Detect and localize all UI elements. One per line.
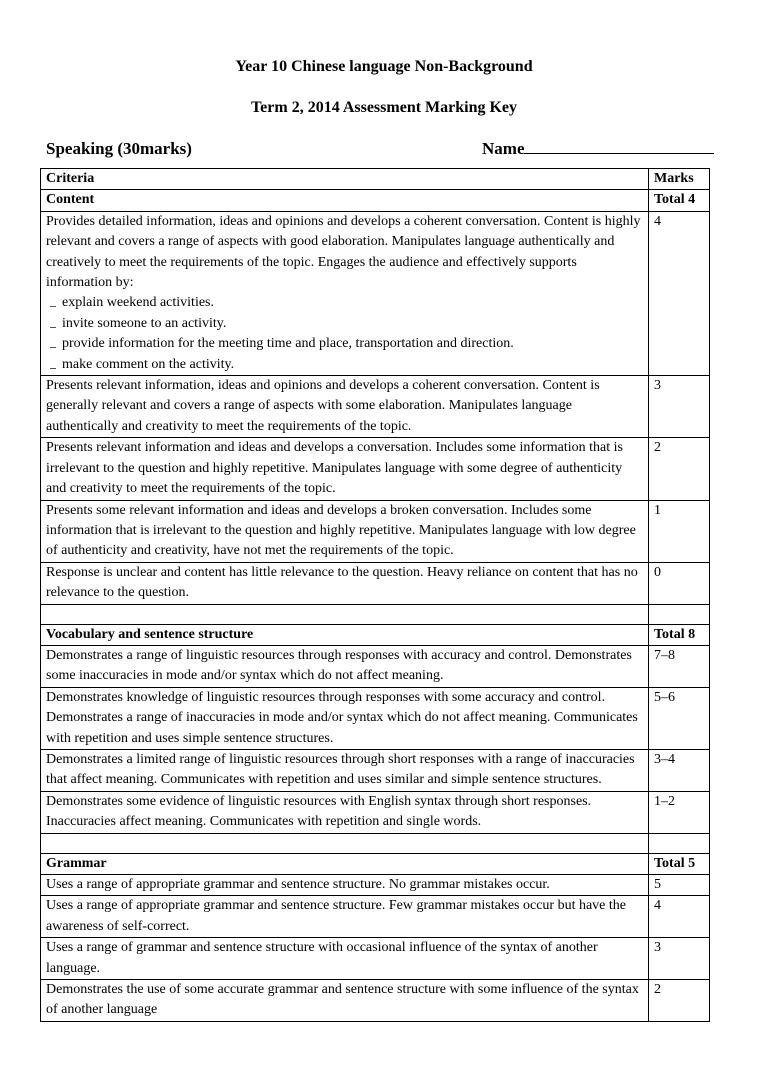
table-row	[41, 687, 710, 749]
table-row	[41, 896, 710, 938]
content-section-label: Content	[41, 190, 649, 211]
mark-cell: 0	[649, 562, 710, 604]
mark-cell: 5–6	[649, 687, 710, 749]
table-row	[41, 645, 710, 687]
mark-cell: 3–4	[649, 749, 710, 791]
table-row	[41, 875, 710, 896]
list-item: invite someone to an activity.	[46, 314, 643, 334]
criteria-text: Provides detailed information, ideas and opinions and develops a coherent conversation. Content is highly relevant and covers a range of aspects with good elaboration. Manipulates language authentically and creatively to meet the requirements of the topic. Engages the audience and effectively supports information by:	[46, 213, 641, 291]
criteria-cell: Demonstrates the use of some accurate grammar and sentence structure with some influence of the syntax of another language	[41, 980, 649, 1022]
list-item: provide information for the meeting time and place, transportation and direction.	[46, 334, 643, 354]
table-row	[41, 211, 710, 375]
name-label: Name	[482, 139, 525, 158]
document-title: Year 10 Chinese language Non-Background	[235, 58, 533, 75]
criteria-cell: Presents relevant information and ideas and develops a conversation. Includes some information that is irrelevant to the question and highly repetitive. Manipulates language with some degree of authenticity and creativity to meet the requirements of the topic.	[41, 438, 649, 500]
criteria-cell: Uses a range of appropriate grammar and sentence structure. Few grammar mistakes occur but have the awareness of self-correct.	[41, 896, 649, 938]
mark-cell: 4	[649, 211, 710, 375]
criteria-cell: Demonstrates some evidence of linguistic resources with English syntax through short responses. Inaccuracies affect meaning. Communicates with repetition and single words.	[41, 791, 649, 833]
table-row	[41, 791, 710, 833]
mark-cell: 3	[649, 376, 710, 438]
mark-cell: 2	[649, 980, 710, 1022]
grammar-section-total: Total 5	[649, 853, 710, 874]
criteria-cell: Uses a range of appropriate grammar and sentence structure. No grammar mistakes occur.	[41, 875, 649, 896]
section-header-row	[41, 624, 710, 645]
vocabulary-section-label: Vocabulary and sentence structure	[41, 624, 649, 645]
criteria-cell: Presents relevant information, ideas and opinions and develops a coherent conversation. Content is generally relevant and covers a range of aspects with some elaboration. Manipulates language authentically and creativity to meet the requirements of the topic.	[41, 376, 649, 438]
criteria-cell: Response is unclear and content has little relevance to the question. Heavy reliance on content that has no relevance to the question.	[41, 562, 649, 604]
table-row	[41, 749, 710, 791]
table-row	[41, 376, 710, 438]
grammar-section-label: Grammar	[41, 853, 649, 874]
criteria-header: Criteria	[41, 169, 649, 190]
marks-header: Marks	[649, 169, 710, 190]
criteria-cell: Demonstrates a limited range of linguistic resources through short responses with a range of inaccuracies that affect meaning. Communicates with repetition and uses similar and simple sentence structures.	[41, 749, 649, 791]
list-item: make comment on the activity.	[46, 355, 643, 375]
criteria-cell: Uses a range of grammar and sentence structure with occasional influence of the syntax of another language.	[41, 938, 649, 980]
mark-cell: 4	[649, 896, 710, 938]
vocabulary-section-total: Total 8	[649, 624, 710, 645]
table-row	[41, 438, 710, 500]
list-item: explain weekend activities.	[46, 293, 643, 313]
mark-cell: 7–8	[649, 645, 710, 687]
document-subtitle: Term 2, 2014 Assessment Marking Key	[250, 99, 518, 116]
content-section-total: Total 4	[649, 190, 710, 211]
table-row	[41, 980, 710, 1022]
table-header-row	[41, 169, 710, 190]
mark-cell: 5	[649, 875, 710, 896]
section-header-row	[41, 190, 710, 211]
criteria-cell: Demonstrates knowledge of linguistic resources through responses with some accuracy and control. Demonstrates a range of inaccuracies in mode and/or syntax which do not affect meaning. Communicates with repetition and uses simple sentence structures.	[41, 687, 649, 749]
criteria-cell	[41, 211, 649, 375]
marking-key-table	[40, 168, 710, 1022]
spacer-row	[41, 604, 710, 624]
mark-cell: 2	[649, 438, 710, 500]
section-label: Speaking (30marks)	[46, 139, 192, 158]
spacer-row	[41, 833, 710, 853]
name-blank-line[interactable]	[524, 139, 714, 154]
mark-cell: 1–2	[649, 791, 710, 833]
criteria-cell: Demonstrates a range of linguistic resources through responses with accuracy and control. Demonstrates some inaccuracies in mode and/or syntax which do not affect meaning.	[41, 645, 649, 687]
table-row	[41, 562, 710, 604]
section-header-row	[41, 853, 710, 874]
table-row	[41, 938, 710, 980]
mark-cell: 3	[649, 938, 710, 980]
criteria-cell: Presents some relevant information and ideas and develops a broken conversation. Includes some information that is irrelevant to the question and highly repetitive. Manipulates language with low degree of authenticity and creativity, have not met the requirements of the topic.	[41, 500, 649, 562]
bullet-list	[46, 293, 643, 375]
name-field[interactable]	[482, 139, 714, 159]
mark-cell: 1	[649, 500, 710, 562]
table-row	[41, 500, 710, 562]
